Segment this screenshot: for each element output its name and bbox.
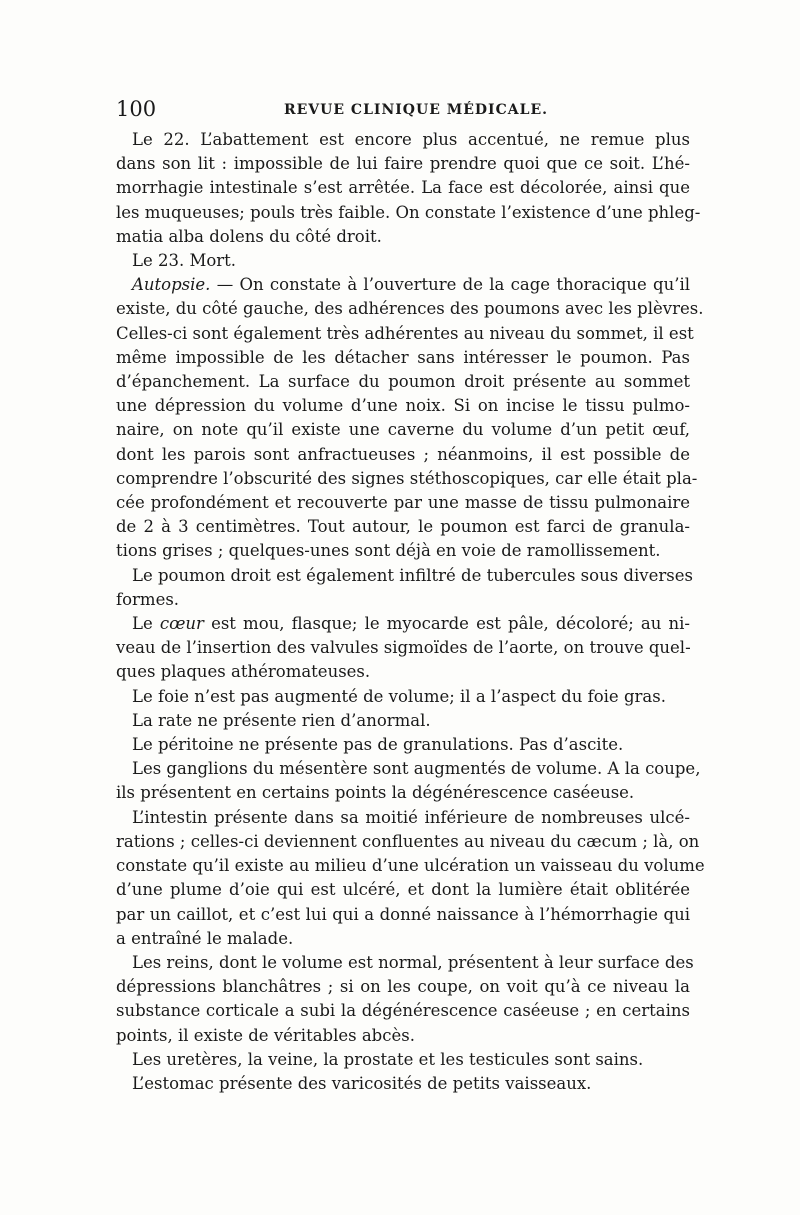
text-line: L’intestin présente dans sa moitié inférieure de nombreuses ulcé- xyxy=(132,807,690,827)
text-line: substance corticale a subi la dégénérescence caséeuse ; en certains xyxy=(116,1001,690,1021)
text-line: matia alba dolens du côté droit. xyxy=(116,226,382,246)
text-line: Le poumon droit est également infiltré de tubercules sous diverses xyxy=(132,565,693,585)
paragraph xyxy=(116,757,701,805)
paragraph xyxy=(116,1048,690,1072)
paragraph xyxy=(116,733,690,757)
page-header xyxy=(116,95,686,123)
text-line: d’une plume d’oie qui est ulcéré, et dont la lumière était oblitérée xyxy=(116,880,690,900)
text-line: a entraîné le malade. xyxy=(116,928,294,948)
text-line: Les uretères, la veine, la prostate et les testicules sont sains. xyxy=(132,1049,644,1069)
text-line: les muqueuses; pouls très faible. On constate l’existence d’une phleg- xyxy=(116,202,701,222)
text-line: dans son lit : impossible de lui faire prendre quoi que ce soit. L’hé- xyxy=(116,154,690,174)
text-line: Les ganglions du mésentère sont augmentés de volume. A la coupe, xyxy=(132,759,701,779)
text-line: La rate ne présente rien d’anormal. xyxy=(132,710,431,730)
text-line: par un caillot, et c’est lui qui a donné naissance à l’hémorrhagie qui xyxy=(116,904,690,924)
text-line: comprendre l’obscurité des signes stéthoscopiques, car elle était pla- xyxy=(116,468,698,488)
text-line: tions grises ; quelques-unes sont déjà en voie de ramollissement. xyxy=(116,541,661,561)
text-line: ques plaques athéromateuses. xyxy=(116,662,371,682)
text-line: L’estomac présente des varicosités de petits vaisseaux. xyxy=(132,1073,592,1093)
text-line: naire, on note qu’il existe une caverne du volume d’un petit œuf, xyxy=(116,420,690,440)
text-line: Autopsie. — On constate à l’ouverture de la cage thoracique qu’il xyxy=(132,275,690,295)
paragraph xyxy=(116,612,690,685)
body-text xyxy=(116,128,705,1096)
text-line: même impossible de les détacher sans intéresser le poumon. Pas xyxy=(116,347,690,367)
text-line: Le 22. L’abattement est encore plus accentué, ne remue plus xyxy=(132,130,690,149)
text-line: veau de l’insertion des valvules sigmoïdes de l’aorte, on trouve quel- xyxy=(116,638,691,658)
text-line: ils présentent en certains points la dégénérescence caséeuse. xyxy=(116,783,635,803)
text-line: Le cœur est mou, flasque; le myocarde est pâle, décoloré; au ni- xyxy=(132,614,690,634)
text-line: Le foie n’est pas augmenté de volume; il a l’aspect du foie gras. xyxy=(132,686,666,706)
paragraph xyxy=(116,249,690,273)
paragraph xyxy=(116,806,705,951)
text-line: d’épanchement. La surface du poumon droit présente au sommet xyxy=(116,372,690,392)
text-line: constate qu’il existe au milieu d’une ulcération un vaisseau du volume xyxy=(116,856,705,876)
text-line: rations ; celles-ci deviennent confluentes au niveau du cæcum ; là, on xyxy=(116,831,700,851)
text-line: Celles-ci sont également très adhérentes au niveau du sommet, il est xyxy=(116,323,694,343)
paragraph xyxy=(116,273,704,563)
text-line: cée profondément et recouverte par une masse de tissu pulmonaire xyxy=(116,493,690,513)
text-line: une dépression du volume d’une noix. Si on incise le tissu pulmo- xyxy=(116,396,690,416)
paragraph xyxy=(116,1072,690,1096)
text-line: Le péritoine ne présente pas de granulations. Pas d’ascite. xyxy=(132,735,624,755)
running-title: REVUE CLINIQUE MÉDICALE. xyxy=(284,102,549,118)
text-line: points, il existe de véritables abcès. xyxy=(116,1025,415,1045)
paragraph xyxy=(116,709,690,733)
text-line: formes. xyxy=(116,589,180,609)
text-line: Les reins, dont le volume est normal, présentent à leur surface des xyxy=(132,952,694,972)
text-line: morrhagie intestinale s’est arrêtée. La face est décolorée, ainsi que xyxy=(116,178,690,198)
text-line: Le 23. Mort. xyxy=(132,251,237,271)
paragraph xyxy=(116,951,694,1048)
paragraph xyxy=(116,685,690,709)
page-number: 100 xyxy=(116,97,157,121)
text-line: dépressions blanchâtres ; si on les coupe, on voit qu’à ce niveau la xyxy=(116,977,690,997)
text-line: existe, du côté gauche, des adhérences des poumons avec les plèvres. xyxy=(116,299,704,319)
paragraph xyxy=(116,128,701,249)
text-line: de 2 à 3 centimètres. Tout autour, le poumon est farci de granula- xyxy=(116,517,690,537)
text-line: dont les parois sont anfractueuses ; néanmoins, il est possible de xyxy=(116,444,690,464)
paragraph xyxy=(116,564,693,612)
